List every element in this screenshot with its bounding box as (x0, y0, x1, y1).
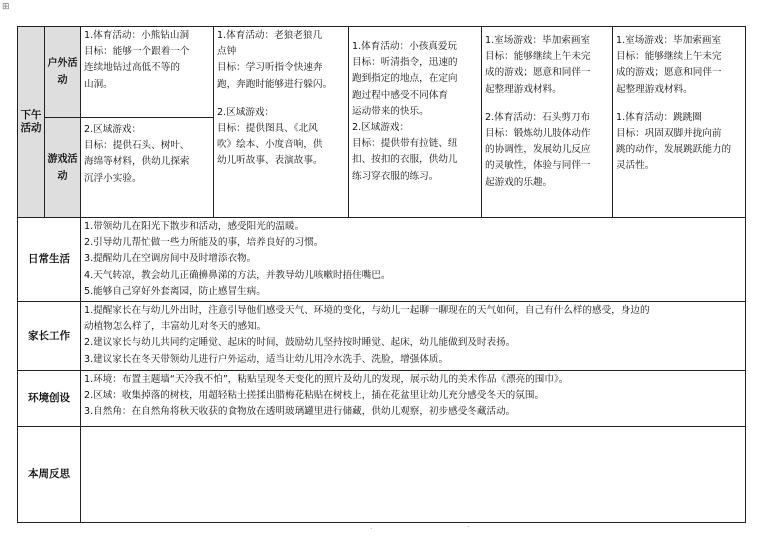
cell-line: 目标：提供带有拉链、纽 (352, 138, 458, 150)
cell-line: 成的游戏；愿意和同伴一 (485, 67, 591, 79)
cell-line: 沉浮小实验。 (84, 172, 142, 184)
parent-work-cell (81, 302, 746, 371)
cell-line: 起整理游戏材料。 (485, 83, 562, 95)
cell-line: 吹》绘本、小度音响，供 (217, 139, 323, 151)
cell-line: 目标：能够一个跟着一个 (84, 46, 190, 58)
daily-life-item: 3.提醒幼儿在空调房间中及时增添衣物。 (84, 253, 257, 265)
parent-work-item: 2.建议家长与幼儿共同约定睡觉、起床的时间，鼓励幼儿坚持按时睡觉、起床，幼儿能做到及时表扬。 (84, 337, 516, 349)
page-mark-left: ˙ (369, 528, 374, 538)
cell-line: 1.体育活动：老狼老狼几 (217, 30, 323, 41)
cell-line: 的灵敏性，体验与同伴一 (485, 160, 591, 172)
cell-line: 目标：能够继续上午未完 (485, 51, 591, 63)
page-mark-right: ˙ (466, 526, 471, 536)
daily-life-item: 5.能够自己穿好外套离园，防止感冒生病。 (84, 285, 266, 297)
cell-line: 海绵等材料，供幼儿探索 (84, 156, 190, 168)
cell-line: 起游戏的乐趣。 (485, 176, 553, 188)
environment-item: 2.区域：收集掉落的树枝，用超轻粘土搓揉出腊梅花粘贴在树枝上，插在花盆里让幼儿充分感受冬天的氛围。 (84, 390, 545, 402)
outdoor-activities-label: 户外活动 (45, 27, 81, 118)
cell-line: 目标：提供图具、《北风 (217, 123, 318, 135)
reflection-row (18, 427, 746, 523)
page-corner-mark: ⊞ (2, 2, 10, 12)
cell-line: 2.区域游戏： (84, 124, 142, 135)
daily-life-item: 4.天气转凉，教会幼儿正确擤鼻涕的方法，并教导幼儿咳嗽时捂住嘴巴。 (84, 269, 391, 281)
environment-label: 环境创设 (18, 371, 81, 427)
cell-line: 练习穿衣服的练习。 (352, 170, 439, 182)
daily-life-item: 2.引导幼儿帮忙做一些力所能及的事，培养良好的习惯。 (84, 237, 324, 249)
daily-life-label: 日常生活 (18, 218, 81, 302)
cell-line: 连续地钻过高低不等的 (84, 62, 180, 74)
game-activities-label: 游戏活动 (45, 118, 81, 218)
environment-item: 3.自然角：在自然角将秋天收获的食物放在透明玻璃罐里进行储藏，供幼儿观察，初步感受冬藏活动。 (84, 406, 516, 418)
cell-line: 点钟 (217, 46, 237, 58)
cell-line: 目标：学习听指令快速奔 (217, 62, 323, 74)
cell-line: 跑过程中感受不同体育 (352, 89, 448, 101)
fri-afternoon-cell (613, 27, 746, 218)
mon-outdoor-cell (81, 27, 214, 118)
daily-life-row (18, 218, 746, 302)
cell-line: 目标：提供石头、树叶、 (84, 140, 190, 152)
wed-afternoon-cell (349, 27, 482, 218)
parent-work-row (18, 302, 746, 371)
cell-line: 起整理游戏材料。 (616, 83, 693, 95)
cell-line: 扣、按扣的衣服，供幼儿 (352, 154, 458, 166)
thu-afternoon-cell (482, 27, 613, 218)
cell-line: 幼儿听故事、表演故事。 (217, 155, 323, 167)
cell-line: 成的游戏；愿意和同伴一 (616, 67, 722, 79)
environment-item: 1.环境：布置主题墙“天冷我不怕”，粘贴呈现冬天变化的照片及幼儿的发现，展示幼儿的美术作品《漂亮的围巾》。 (84, 374, 569, 386)
cell-line: 目标：锻炼幼儿肢体动作 (485, 128, 591, 140)
cell-line: 1.体育活动：小熊钻山洞 (84, 30, 190, 41)
parent-work-item: 3.建议家长在冬天带领幼儿进行户外运动，适当让幼儿用冷水洗手、洗脸，增强体质。 (84, 353, 449, 365)
cell-line: 目标：巩固双脚并拢向前 (616, 128, 722, 140)
tue-afternoon-cell (214, 27, 349, 218)
weekly-plan-table (17, 26, 746, 523)
parent-work-label: 家长工作 (18, 302, 81, 371)
cell-line: 2.区域游戏： (352, 122, 410, 134)
cell-line: 1.室场游戏：毕加索画室 (485, 35, 591, 46)
spacer (217, 93, 345, 105)
parent-work-item: 动植物怎么样了，丰富幼儿对冬天的感知。 (84, 321, 267, 333)
cell-line: 1.体育活动：小孩真爱玩 (352, 41, 458, 52)
cell-line: 1.体育活动：跳跳圈 (616, 111, 702, 123)
cell-line: 跳的动作，发展跳跃能力的 (616, 144, 732, 156)
spacer (616, 98, 742, 110)
cell-line: 1.室场游戏：毕加索画室 (616, 35, 722, 46)
afternoon-outdoor-row (18, 27, 746, 118)
environment-cell (81, 371, 746, 427)
mon-game-cell (81, 118, 214, 218)
cell-line: 跑到指定的地点，在定向 (352, 73, 458, 85)
parent-work-item: 1.提醒家长在与幼儿外出时，注意引导他们感受天气、环境的变化，与幼儿一起聊一聊现在的天气如何，自己有什么样的感受，身边的 (84, 305, 650, 317)
afternoon-activities-label: 下午活动 (18, 27, 45, 218)
cell-line: 目标：听清指令，迅速的 (352, 57, 458, 69)
spacer (485, 98, 609, 110)
cell-line: 灵活性。 (616, 160, 655, 172)
cell-line: 2.区域游戏： (217, 106, 275, 118)
environment-row (18, 371, 746, 427)
cell-line: 的协调性，发展幼儿反应 (485, 144, 591, 156)
daily-life-cell (81, 218, 746, 302)
reflection-label: 本周反思 (18, 427, 81, 523)
cell-line: 2.体育活动：石头剪刀布 (485, 111, 591, 123)
cell-line: 目标：能够继续上午未完 (616, 51, 722, 63)
cell-line: 跑，奔跑时能够进行躲闪。 (217, 78, 333, 90)
cell-line: 运动带来的快乐。 (352, 105, 429, 117)
daily-life-item: 1.带领幼儿在阳光下散步和活动，感受阳光的温暖。 (84, 221, 305, 232)
cell-line: 山洞。 (84, 78, 113, 90)
reflection-cell[interactable] (81, 427, 746, 523)
